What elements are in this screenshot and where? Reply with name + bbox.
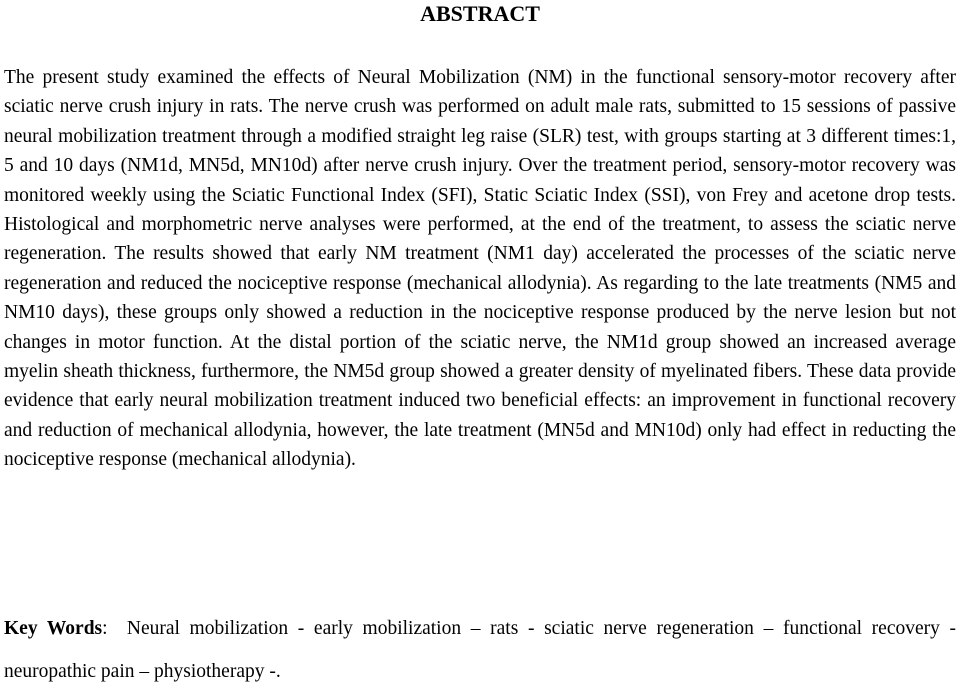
abstract-paragraph: The present study examined the effects of Neural Mobilization (NM) in the functional sensory-motor recovery after sciatic nerve crush injury in rats. The nerve crush was performed on adult male rats, submitted to 15 sessions of passive neural mobilization treatment through a modified straight leg raise (SLR) test, with groups starting at 3 different times:1, 5 and 10 days (NM1d, MN5d, MN10d) after nerve crush injury. Over the treatment period, sensory-motor recovery was monitored weekly using the Sciatic Functional Index (SFI), Static Sciatic Index (SSI), von Frey and acetone drop tests. Histological and morphometric nerve analyses were performed, at the end of the treatment, to assess the sciatic nerve regeneration. The results showed that early NM treatment (NM1 day) accelerated the processes of the sciatic nerve regeneration and reduced the nociceptive response (mechanical allodynia). As regarding to the late treatments (NM5 and NM10 days), these groups only showed a reduction in the nociceptive response produced by the nerve lesion but not changes in motor function. At the distal portion of the sciatic nerve, the NM1d group showed an increased average myelin sheath thickness, furthermore, the NM5d group showed a greater density of myelinated fibers. These data provide evidence that early neural mobilization treatment induced two beneficial effects: an improvement in functional recovery and reduction of mechanical allodynia, however, the late treatment (MN5d and MN10d) only had effect in reducting the nociceptive response (mechanical allodynia). — [4, 67, 956, 471]
keywords-text: Neural mobilization - early mobilization – rats - sciatic nerve regeneration – functional recovery - neuropathic pain – physiotherapy -. — [4, 618, 957, 682]
keywords-colon: : — [102, 618, 108, 639]
keywords-line — [4, 607, 956, 693]
abstract-heading: ABSTRACT — [420, 1, 540, 26]
keywords-label: Key Words — [4, 618, 103, 639]
